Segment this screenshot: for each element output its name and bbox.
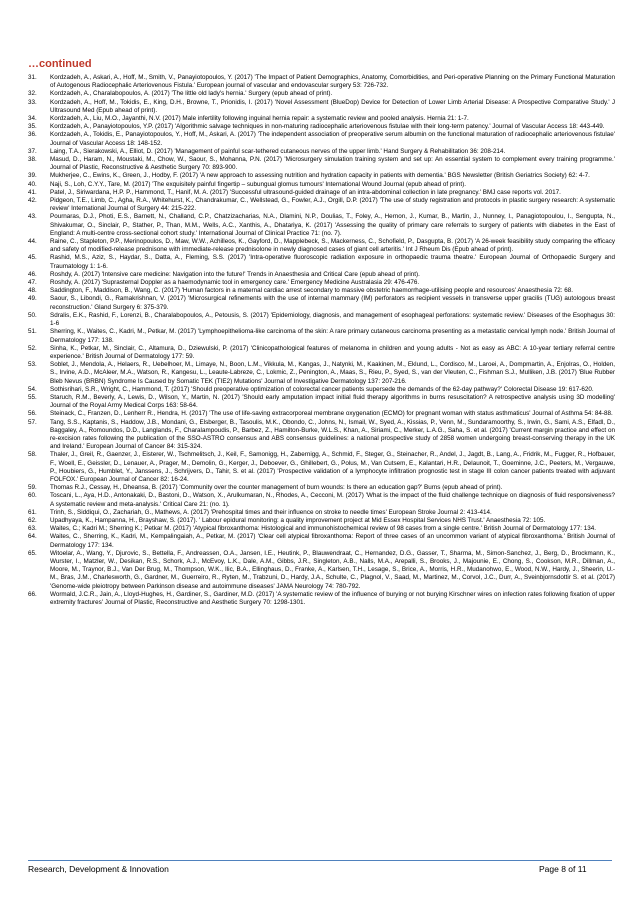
reference-entry bbox=[26, 525, 615, 533]
reference-number: 56. bbox=[28, 410, 37, 418]
reference-text: Kordzadeh, A., Charalabopoulos, A. (2017) 'The little old lady's hernia.' Surgery (epub ahead of print). bbox=[50, 90, 333, 98]
reference-number: 64. bbox=[28, 533, 37, 541]
reference-entry bbox=[26, 238, 615, 254]
reference-entry bbox=[26, 386, 615, 394]
reference-number: 63. bbox=[28, 525, 37, 533]
reference-number: 46. bbox=[28, 270, 37, 278]
reference-entry bbox=[26, 181, 615, 189]
reference-number: 59. bbox=[28, 484, 37, 492]
reference-text: Trinh, S., Siddiqui, O., Zachariah, G., Mathews, A. (2017) 'Prehospital times and their influence on stroke to needle times' European Stroke Journal 2: 413-414. bbox=[50, 508, 492, 516]
reference-text: Toscani, L., Aya, H.D., Antonakaki, D., Bastoni, D., Watson, X., Arulkumaran, N., Rhodes, A., Cecconi, M. (2017) 'What is the impact of the fluid challenge technique on diagnosis of fluid responsiveness? A systematic review and meta-analysis.' Critical Care 21: (no. 1). bbox=[50, 492, 615, 508]
reference-entry bbox=[26, 287, 615, 295]
reference-number: 33. bbox=[28, 98, 37, 106]
reference-number: 55. bbox=[28, 393, 37, 401]
reference-entry bbox=[26, 295, 615, 311]
reference-text: Wormald, J.C.R., Jain, A., Lloyd-Hughes, H., Gardiner, S., Gardiner, M.D. (2017) 'A systematic review of the influence of burying or not burying Kirschner wires on infection rates following fixation of upper extremity fractures' Journal of Plastic, Reconstructive and Aesthetic Surgery 70: 1298-1301. bbox=[50, 590, 615, 606]
reference-entry bbox=[26, 90, 615, 98]
reference-entry bbox=[26, 484, 615, 492]
reference-number: 39. bbox=[28, 172, 37, 180]
reference-entry bbox=[26, 394, 615, 410]
reference-text: Kordzadeh, A., Hoff, M., Tokidis, E., King, D.H., Browne, T., Prionidis, I. (2017) 'Novel Assessment (BlueDop) Device for Detection of Lower Limb Arterial Disease: A Prospective Comparative Study.' J Ultrasound Med (Epub ahead of print). bbox=[50, 98, 615, 114]
reference-entry bbox=[26, 509, 615, 517]
reference-entry bbox=[26, 550, 615, 591]
reference-number: 65. bbox=[28, 549, 37, 557]
reference-number: 53. bbox=[28, 361, 37, 369]
reference-entry bbox=[26, 591, 615, 607]
reference-number: 36. bbox=[28, 131, 37, 139]
reference-number: 49. bbox=[28, 295, 37, 303]
reference-number: 35. bbox=[28, 123, 37, 131]
reference-entry bbox=[26, 328, 615, 344]
reference-entry bbox=[26, 271, 615, 279]
reference-number: 44. bbox=[28, 238, 37, 246]
reference-entry bbox=[26, 312, 615, 328]
page-number: Page 8 of 11 bbox=[539, 864, 587, 874]
reference-number: 47. bbox=[28, 279, 37, 287]
reference-number: 43. bbox=[28, 213, 37, 221]
reference-entry bbox=[26, 533, 615, 549]
reference-entry bbox=[26, 99, 615, 115]
reference-entry bbox=[26, 517, 615, 525]
reference-number: 66. bbox=[28, 590, 37, 598]
reference-text: Mukherjee, C., Ewins, K., Green, J., Hodby, F. (2017) 'A new approach to assessing nutrition and hydration capacity in patients with dementia.' BGS Newsletter (British Geriatrics Society) 62: 4-7. bbox=[50, 172, 590, 180]
reference-text: Waites, C.; Kadri M.; Sherring K.; Petkar M. (2017) 'Atypical fibroxanthoma: Histological and immunohistochemical review of 98 cases from a single centre.' British Journal of Dermatology 177: 134. bbox=[50, 525, 597, 533]
reference-entry bbox=[26, 345, 615, 361]
reference-number: 42. bbox=[28, 197, 37, 205]
reference-entry bbox=[26, 123, 615, 131]
reference-text: Pidgeon, T.E., Limb, C., Agha, R.A., Whitehurst, K., Chandrakumar, C., Wellstead, G., Fowler, A.J., Orgill, D.P. (2017) 'The use of study registration and protocols in plastic surgery research: A systematic review' International Journal of Surgery 44: 215-222. bbox=[50, 197, 615, 213]
reference-text: Roshdy, A. (2017) 'Suprasternal Doppler as a haemodynamic tool in emergency care.' Emergency Medicine Australasia 29: 476-476. bbox=[50, 279, 420, 287]
reference-entry bbox=[26, 279, 615, 287]
reference-text: Kordzadeh, A., Panayiotopoulos, Y.P. (2017) 'Algorithmic salvage techniques in non-maturing radiocephalic arteriovenous fistulae with their long-term patency.' Journal of Vascular Access 18: 443-449. bbox=[50, 123, 605, 131]
reference-text: Thaler, J., Greil, R., Gaenzer, J., Eisterer, W., Tschmelitsch, J., Keil, F., Samonigg, H., Zabernigg, A., Schmid, F., Steger, G., Steinacher, R., Andel, J., Jagdt, B., Lang, A., Fridrik, M., Fugger, R., Hofbauer, F., Woell, E., Geissler, D., Lenauer, A., Prager, M., Demolin, G., Kerger, J., Deboever, G., Ghillebert, G., Polus, M., Van Cutsem, E., Kalantari, H.R., Delaunoit, T., Goeminne, J.C., Peeters, M., Vergauwe, P., Houbiers, G., Humblet, Y., Janssens, J., Schrijvers, D., Tahir, S. et al. (2017) 'Prospective validation of a lymphocyte infiltration prognostic test in stage III colon cancer patients treated with adjuvant FOLFOX.' European Journal of Cancer 82: 16-24. bbox=[50, 451, 615, 483]
reference-text: Masud, D., Haram, N., Moustaki, M., Chow, W., Saour, S., Mohanna, P.N. (2017) 'Microsurgery simulation training system and set up: An essential system to complement every training programme.' Journal of Plastic, Reconstructive & Aesthetic Surgery 70: 893-900. bbox=[50, 156, 615, 172]
reference-number: 60. bbox=[28, 492, 37, 500]
reference-entry bbox=[26, 419, 615, 452]
reference-text: Saddington, F., Maddison, B., Wang, C. (2017) 'Human factors in a maternal cardiac arrest secondary to massive obstetric haemorrhage-utilising people and resources' Anaesthesia 72: 68. bbox=[50, 287, 573, 295]
reference-entry bbox=[26, 213, 615, 238]
reference-text: Staruch, R.M., Beverly, A., Lewis, D., Wilson, Y., Martin, N. (2017) 'Should early amputation impact initial fluid therapy algorithms in burns resuscitation? A retrospective analysis using 3D modelling' Journal of the Royal Army Medical Corps 163: 58-64. bbox=[50, 393, 615, 410]
reference-text: Tang, S.S., Kaptanis, S., Haddow, J.B., Mondani, G., Elsberger, B., Tasoulis, M.K., Obondo, C., Johns, N., Ismail, W., Syed, A., Kissias, P., Venn, M., Sundaramoorthy, S., Irwin, G., Sami, A.S., Elfadl, D., Baggaley, A., Romoundos, D.D., Langlands, F., Charalampoudis, P., Barbez, Z., Hamilton-Burke, W.L.S., Khan, A., Siriami, C., Merker, L.A.G., Saha, S. et al. (2017) 'Current margin practice and effect on re-excision rates following the publication of the SSO-ASTRO consensus and ABS consensus guidelines: a national prospective study of 2858 women undergoing breast-conserving therapy in the UK and Ireland.' European Journal of Cancer 84: 315-324. bbox=[50, 418, 615, 451]
footer-department: Research, Development & Innovation bbox=[28, 864, 169, 874]
footer-rule bbox=[28, 860, 612, 861]
reference-text: Patel, J., Siriwardana, H.P. P., Hammond, T., Hanif, M. A. (2017) 'Successful ultrasound-guided drainage of an intra-abdominal collection in late pregnancy.' BMJ case reports vol. 2017. bbox=[50, 188, 561, 196]
reference-number: 52. bbox=[28, 344, 37, 352]
reference-entry bbox=[26, 172, 615, 180]
reference-entry bbox=[26, 197, 615, 213]
reference-text: Naji, S., Loh, C.Y.Y., Tare, M. (2017) 'The exquisitely painful fingertip – subungual glomus tumours' International Wound Journal (epub ahead of print). bbox=[50, 180, 467, 188]
reference-text: Rashid, M.S., Aziz, S., Haydar, S., Datta, A., Fleming, S.S. (2017) 'Intra-operative fluoroscopic radiation exposure in orthopaedic trauma theatre.' European Journal of Orthopaedic Surgery and Traumatology 1: 1-6. bbox=[50, 254, 615, 270]
reference-text: Sinha, K., Petkar, M., Sinclair, C., Altamura, D., Dziewulski, P. (2017) 'Clinicopathological features of melanoma in children and young adults - Not as easy as ABC: A 10-year tertiary referral centre experience.' British Journal of Dermatology 177: 59. bbox=[50, 344, 615, 360]
reference-number: 37. bbox=[28, 147, 37, 155]
reference-text: Upadhyaya, K., Hampanna, H., Brayshaw, S. (2017). ' Labour epidural monitoring: a quality improvement project at Mid Essex Hospital Services NHS Trust.' Anaesthesia 72: 105. bbox=[50, 516, 546, 524]
reference-text: Pournaras, D.J., Photi, E.S., Barnett, N., Challand, C.P., Chatzizacharias, N.A., Dlamini, N.P., Doulias, T., Foley, A., Hernon, J., Kumar, B., Martin, J., Nunney, I., Panagiotopoulou, I., Sengupta, N., Shivakumar, O., Sinclair, P., Stather, P., Than, M.M., Wells, A.C., Xanthis, A., Dhatariya, K. (2017) 'Assessing the quality of primary care referrals to surgery of patients with diabetes in the East of England: A multi-centre cross-sectional cohort study.' International Journal of Clinical Practice 71: (no. 7). bbox=[50, 213, 615, 237]
reference-entry bbox=[26, 74, 615, 90]
reference-number: 58. bbox=[28, 451, 37, 459]
reference-text: Saour, S., Libondi, G., Ramakrishnan, V. (2017) 'Microsurgical refinements with the use of internal mammary (IM) perforators as recipient vessels in transverse upper gracilis (TUG) autologous breast reconstruction.' Gland Surgery 6: 375-379. bbox=[50, 295, 615, 311]
reference-text: Kordzadeh, A., Liu, M.O., Jayanthi, N.V. (2017) Male infertility following inguinal hernia repair: a systematic review and pooled analysis. Hernia 21: 1-7. bbox=[50, 115, 469, 123]
reference-entry bbox=[26, 115, 615, 123]
reference-number: 34. bbox=[28, 115, 37, 123]
reference-text: Soblet, J., Mendola, A., Helaers, R., Uebelhoer, M., Limaye, N., Boon, L.M., Vikkula, M., Kangas, J., Natynki, M., Kaakinen, M., Eklund, L., Cordisco, M., Laroei, A., Dompmartin, A., Enjolras, O., Holden, S., Irvine, A.D., McAleer, M.A., Watson, R., Kangesu, L., Leaute-Labreze, C., Lokmic, Z., Penington, A., Maas, S., Rieu, P., Syed, S., van der Vleuten, C., Fishman S.J., Mulliken, J.B. (2017) 'Blue Rubber Bleb Nevus (BRBN) Syndrome Is Caused by Somatic TEK (TIE2) Mutations' Journal of Investigative Dermatology 137: 207-216. bbox=[50, 361, 615, 385]
reference-entry bbox=[26, 254, 615, 270]
reference-number: 40. bbox=[28, 180, 37, 188]
reference-number: 57. bbox=[28, 418, 37, 426]
reference-entry bbox=[26, 492, 615, 508]
reference-number: 50. bbox=[28, 311, 37, 319]
reference-text: Sherring, K., Waites, C., Kadri, M., Petkar, M. (2017) 'Lymphoepithelioma-like carcinoma of the skin: A rare primary cutaneous carcinoma presenting as a metastatic cervical lymph node.' British Journal of Dermatology 177: 138. bbox=[50, 328, 615, 344]
reference-list bbox=[26, 74, 615, 607]
reference-number: 61. bbox=[28, 508, 37, 516]
reference-text: Witoelar, A., Wang, Y., Djurovic, S., Bettella, F., Andreassen, O.A., Jansen, I.E., Heutink, P., Blauwendraat, C., Hernandez, D.G., Gasser, T., Sharma, M., Simon-Sanchez, J., Berg, D., Brockmann, K., Wurster, I., Matzler, W., Desikan, R.S., Schork, A.J., McEvoy, L.K., Dale, A.M., Gibbs, J.R., Singleton, A.B., Nalls, M.A., Arepalli, S., Brooks, J., Majounie, E., Chong, S., Cookson, M.R., Dillman, A., Moore, M., Traynor, B.J., Van Der Brug, M., Thompson, W.K., Ilic, B.A., Ellinghaus, D., Franke, A., Karlsen, T.H., Lesage, S., Brice, A., Morris, H.R., Mudanohwo, E., Wood, N.W., Hardy, J., Sheerin, U.-M., Bras, J.M., Charlesworth, G., Gardner, M., Guerreiro, R., Ryten, M., Trabzuni, D., Hardy, J.A., Schulte, C., Plagnol, V., Saad, M., Martinez, M., Corvol, J.C., Durr, A., Sveinbjornsdottir S. et al. (2017) 'Genome-wide pleiotropy between Parkinson disease and autoimmune diseases' JAMA Neurology 74: 780-792. bbox=[50, 549, 615, 590]
reference-entry bbox=[26, 156, 615, 172]
reference-number: 48. bbox=[28, 287, 37, 295]
reference-number: 32. bbox=[28, 90, 37, 98]
reference-number: 45. bbox=[28, 254, 37, 262]
reference-entry bbox=[26, 451, 615, 484]
reference-entry bbox=[26, 148, 615, 156]
reference-text: Sdralis, E.K., Rashid, F., Lorenzi, B., Charalabopoulos, A., Petousis, S. (2017) 'Epidemiology, diagnosis, and management of esophageal perforations: systematic review.' Diseases of the Esophagus 30: 1-6 bbox=[50, 311, 615, 328]
reference-entry bbox=[26, 410, 615, 418]
reference-text: Laing, T.A., Sierakowski, A., Elliot, D. (2017) 'Management of painful scar-tethered cutaneous nerves of the upper limb.' Hand Surgery & Rehabilitation 36: 208-214. bbox=[50, 147, 506, 155]
reference-entry bbox=[26, 361, 615, 386]
reference-text: Steinack, C., Franzen, D., Lenherr R., Hendra, H. (2017) 'The use of life-saving extracorporeal membrane oxygenation (ECMO) for pregnant woman with status asthmaticus' Journal of Asthma 54: 84-88. bbox=[50, 410, 613, 418]
reference-text: Waites, C., Sherring, K., Kadri, M., Kempalingaiah, A., Petkar, M. (2017) 'Clear cell atypical fibroxanthoma: Report of three cases of an uncommon variant of atypical fibroxanthoma.' British Journal of Dermatology 177: 134. bbox=[50, 533, 615, 549]
reference-text: Sothisrihari, S.R., Wright, C., Hammond, T. (2017) 'Should preoperative optimization of colorectal cancer patients supersede the demands of the 62-day pathway?' Colorectal Disease 19: 617-620. bbox=[50, 385, 594, 393]
reference-number: 62. bbox=[28, 516, 37, 524]
reference-text: Raine, C., Stapleton, P.P., Merinopoulos, D., Maw, W.W., Achilleos, K., Gayford, D., Mapplebeck, S., Mackerness, C., Schofield, P., Dasgupta, B. (2017) 'A 26-week feasibility study comparing the efficacy and safety of modified-release prednisone with immediate-release prednisolone in newly diagnosed cases of giant cell arteritis.' Int J Rheum Dis (Epub ahead of print). bbox=[50, 238, 615, 254]
reference-number: 31. bbox=[28, 74, 37, 81]
reference-entry bbox=[26, 131, 615, 147]
reference-number: 51. bbox=[28, 328, 37, 336]
reference-number: 41. bbox=[28, 188, 37, 196]
reference-text: Thomas R.J., Cessay, H., Dheansa, B. (2017) 'Community over the counter management of burn wounds: Is there an education gap?' Burns (epub ahead of print). bbox=[50, 484, 503, 492]
reference-entry bbox=[26, 189, 615, 197]
reference-text: Kordzadeh, A., Tokidis, E., Panayiotopoulos, Y., Hoff, M., Askari, A. (2017) 'The independent association of preoperative serum albumin on the functional maturation of radiocephalic arteriovenous fistulae' Journal of Vascular Access 18: 148-152. bbox=[50, 131, 615, 147]
reference-text: Roshdy, A. (2017) 'Intensive care medicine: Navigation into the future!' Trends in Anaesthesia and Critical Care (epub ahead of print). bbox=[50, 270, 420, 278]
section-heading: …continued bbox=[28, 58, 92, 70]
reference-text: Kordzadeh, A., Askari, A., Hoff, M., Smith, V., Panayiotopoulos, Y. (2017) 'The Impact of Patient Demographics, Anatomy, Comorbidities, and Peri-operative Planning on the Primary Functional Maturation of Autogenous Radiocephalic Arteriovenous Fistula.' European journal of vascular and endovascular surgery 53: 726-732. bbox=[50, 74, 615, 90]
reference-number: 54. bbox=[28, 385, 37, 393]
reference-number: 38. bbox=[28, 156, 37, 164]
